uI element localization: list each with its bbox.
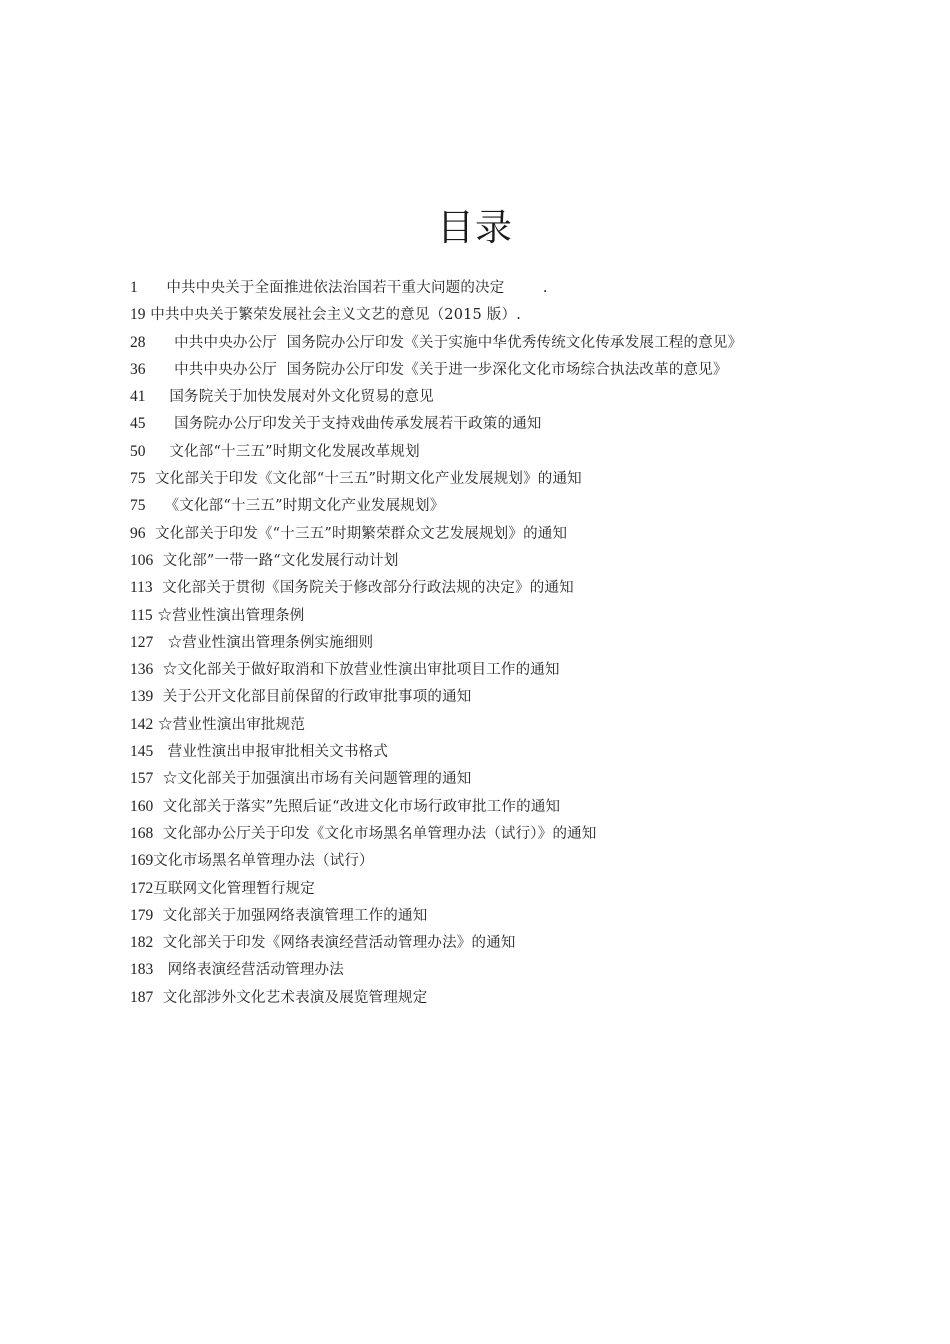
toc-entry-title: ☆营业性演出审批规范 bbox=[158, 716, 306, 733]
toc-spacing bbox=[138, 274, 167, 301]
toc-entry-title: 《文化部“十三五”时期文化产业发展规划》 bbox=[164, 498, 445, 515]
toc-spacing bbox=[146, 410, 175, 437]
toc-spacing bbox=[153, 984, 163, 1011]
toc-entry bbox=[130, 683, 850, 710]
toc-entry bbox=[130, 492, 850, 519]
toc-entry bbox=[130, 929, 850, 956]
toc-entry-title: 文化部关于印发《文化部“十三五”时期文化产业发展规划》的通知 bbox=[155, 471, 582, 488]
toc-entry bbox=[130, 820, 850, 847]
toc-entry-title: 营业性演出申报审批相关文书格式 bbox=[167, 744, 389, 761]
toc-entry-title: 文化部”一带一路“文化发展行动计划 bbox=[162, 552, 399, 569]
toc-spacing bbox=[153, 929, 163, 956]
toc-entry bbox=[130, 301, 850, 328]
toc-spacing bbox=[153, 574, 163, 601]
toc-spacing bbox=[153, 656, 163, 683]
toc-page-number: 168 bbox=[130, 824, 154, 842]
toc-page-number: 136 bbox=[130, 661, 154, 679]
toc-entry bbox=[130, 847, 850, 874]
toc-entry bbox=[130, 356, 850, 383]
toc-entry-title: 中共中央关于全面推进依法治国若干重大问题的决定 . bbox=[166, 280, 548, 296]
toc-spacing bbox=[153, 765, 163, 792]
toc-spacing bbox=[153, 738, 167, 765]
toc-page-number: 36 bbox=[130, 360, 146, 378]
toc-entry-title: 文化部关于印发《网络表演经营活动管理办法》的通知 bbox=[162, 935, 516, 952]
toc-entry bbox=[130, 574, 850, 601]
toc-entry bbox=[130, 875, 850, 902]
table-of-contents bbox=[130, 274, 850, 1011]
toc-entry-title: ☆营业性演出管理条例实施细则 bbox=[167, 634, 374, 651]
toc-entry bbox=[130, 465, 850, 492]
toc-page-number: 139 bbox=[130, 688, 154, 706]
toc-entry-title: 国务院办公厅印发关于支持戏曲传承发展若干政策的通知 bbox=[174, 416, 542, 433]
toc-page-number: 127 bbox=[130, 633, 154, 651]
toc-page-number: 169 bbox=[130, 852, 154, 870]
toc-spacing bbox=[146, 520, 156, 547]
toc-page-number: 179 bbox=[130, 906, 154, 924]
toc-entry-title: 中共中央办公厅 国务院办公厅印发《关于实施中华优秀传统文化传承发展工程的意见》 bbox=[174, 334, 743, 351]
toc-entry bbox=[130, 410, 850, 437]
toc-page-number: 45 bbox=[130, 415, 146, 433]
toc-spacing bbox=[153, 902, 163, 929]
toc-spacing bbox=[153, 547, 163, 574]
toc-entry-title: 网络表演经营活动管理办法 bbox=[167, 962, 344, 979]
toc-entry bbox=[130, 956, 850, 983]
toc-entry bbox=[130, 629, 850, 656]
toc-entry-title: 关于公开文化部目前保留的行政审批事项的通知 bbox=[162, 689, 472, 706]
toc-entry bbox=[130, 984, 850, 1011]
toc-spacing bbox=[153, 683, 163, 710]
toc-entry-title: ☆文化部关于加强演出市场有关问题管理的通知 bbox=[162, 771, 472, 788]
toc-entry-title: 文化部关于贯彻《国务院关于修改部分行政法规的决定》的通知 bbox=[162, 580, 574, 597]
toc-entry bbox=[130, 793, 850, 820]
toc-spacing bbox=[153, 793, 163, 820]
toc-page-number: 28 bbox=[130, 333, 146, 351]
toc-spacing bbox=[146, 438, 170, 465]
toc-entry-title: 文化部关于印发《“十三五”时期繁荣群众文艺发展规划》的通知 bbox=[155, 525, 568, 542]
toc-page-number: 106 bbox=[130, 551, 154, 569]
toc-entry-title: ☆文化部关于做好取消和下放营业性演出审批项目工作的通知 bbox=[162, 662, 560, 679]
toc-entry-title: ☆营业性演出管理条例 bbox=[157, 607, 305, 624]
toc-entry-title: 文化部涉外文化艺术表演及展览管理规定 bbox=[162, 989, 428, 1006]
toc-page-number: 1 bbox=[130, 279, 138, 296]
toc-entry-title: 文化部“十三五”时期文化发展改革规划 bbox=[169, 443, 420, 460]
page-title: 目录 bbox=[437, 206, 513, 249]
toc-page-number: 50 bbox=[130, 442, 146, 460]
toc-entry bbox=[130, 547, 850, 574]
toc-entry bbox=[130, 602, 850, 629]
toc-entry-title: 中共中央关于繁荣发展社会主义文艺的意见（2015 版）. bbox=[150, 307, 521, 324]
toc-entry-title: 文化部关于落实”先照后证“改进文化市场行政审批工作的通知 bbox=[162, 798, 561, 815]
toc-entry bbox=[130, 274, 850, 301]
toc-page-number: 182 bbox=[130, 934, 154, 952]
toc-entry-title: 文化部关于加强网络表演管理工作的通知 bbox=[162, 907, 428, 924]
toc-spacing bbox=[146, 492, 165, 519]
toc-spacing bbox=[146, 329, 175, 356]
toc-entry bbox=[130, 438, 850, 465]
toc-page-number: 115 bbox=[130, 606, 153, 624]
toc-page-number: 160 bbox=[130, 797, 154, 815]
toc-page-number: 157 bbox=[130, 770, 154, 788]
toc-page-number: 145 bbox=[130, 743, 154, 761]
toc-spacing bbox=[146, 465, 156, 492]
toc-entry bbox=[130, 902, 850, 929]
toc-entry-title: 中共中央办公厅 国务院办公厅印发《关于进一步深化文化市场综合执法改革的意见》 bbox=[174, 361, 728, 378]
toc-spacing bbox=[153, 629, 167, 656]
toc-spacing bbox=[146, 356, 175, 383]
toc-entry bbox=[130, 329, 850, 356]
toc-page-number: 96 bbox=[130, 524, 146, 542]
toc-page-number: 187 bbox=[130, 988, 154, 1006]
toc-entry bbox=[130, 520, 850, 547]
toc-page-number: 75 bbox=[130, 470, 146, 488]
toc-entry bbox=[130, 711, 850, 738]
toc-entry bbox=[130, 738, 850, 765]
toc-spacing bbox=[153, 956, 167, 983]
toc-page-number: 19 bbox=[130, 306, 146, 324]
toc-entry-title: 文化部办公厅关于印发《文化市场黑名单管理办法（试行）》的通知 bbox=[162, 825, 597, 842]
toc-page-number: 75 bbox=[130, 497, 146, 515]
toc-page-number: 142 bbox=[130, 715, 154, 733]
toc-page-number: 172 bbox=[130, 879, 154, 897]
toc-entry bbox=[130, 383, 850, 410]
toc-entry bbox=[130, 765, 850, 792]
toc-entry-title: 文化市场黑名单管理办法（试行） bbox=[153, 853, 374, 870]
toc-page-number: 41 bbox=[130, 388, 146, 406]
toc-entry bbox=[130, 656, 850, 683]
toc-entry-title: 互联网文化管理暂行规定 bbox=[153, 880, 315, 897]
toc-spacing bbox=[146, 383, 170, 410]
toc-page-number: 113 bbox=[130, 579, 153, 597]
toc-entry-title: 国务院关于加快发展对外文化贸易的意见 bbox=[169, 389, 434, 406]
toc-page-number: 183 bbox=[130, 961, 154, 979]
toc-spacing bbox=[153, 820, 163, 847]
